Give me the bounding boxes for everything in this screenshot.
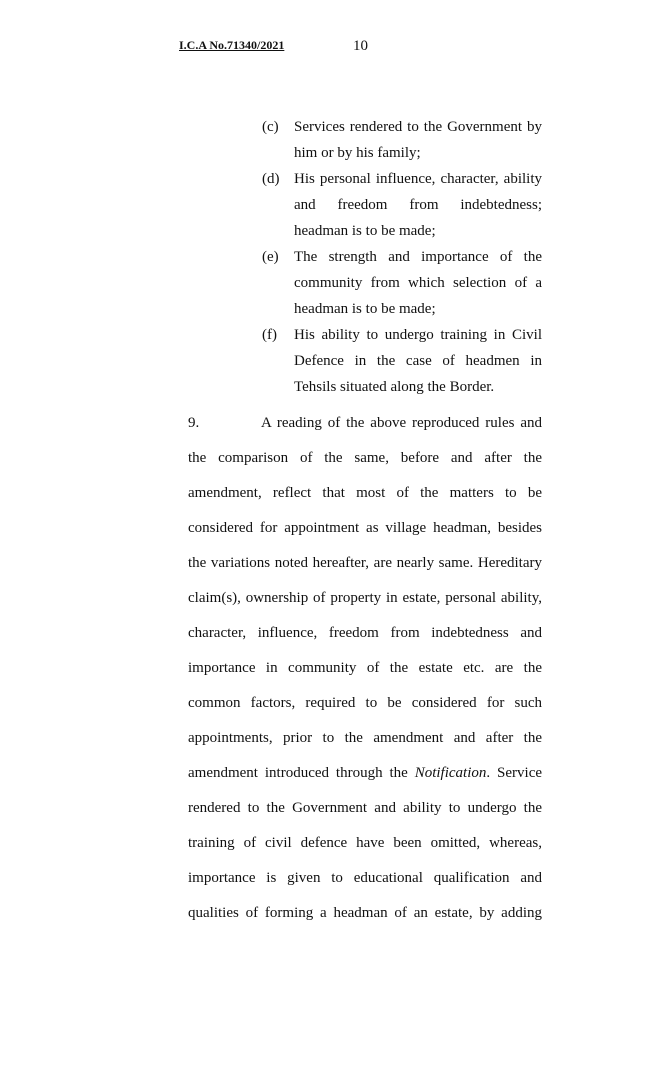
paragraph-line: the variations noted hereafter, are nearly same. Hereditary [188, 555, 542, 571]
page-number: 10 [353, 38, 368, 54]
paragraph-9 [188, 406, 542, 931]
list-item-text: His ability to undergo training in Civil Defence in the case of headmen in Tehsils situated along the Border. [294, 327, 542, 395]
paragraph-first-line: A reading of the above reproduced rules and [261, 415, 542, 431]
paragraph-line: importance in community of the estate etc. are the [188, 660, 542, 676]
paragraph-line: qualities of forming a headman of an estate, by adding [188, 905, 542, 921]
notification-term: Notification [414, 765, 487, 781]
paragraph-line [188, 756, 542, 791]
list-item-label: (d) [262, 171, 280, 187]
list-item-label: (c) [262, 119, 279, 135]
paragraph-line: appointments, prior to the amendment and after the [188, 730, 542, 746]
list-item-text: The strength and importance of the community from which selection of a headman is to be made; [294, 249, 542, 317]
paragraph-text: . Service [486, 765, 542, 781]
paragraph-text: amendment introduced through the [188, 765, 408, 781]
list-item-d [262, 166, 542, 244]
list-item-text: Services rendered to the Government by him or by his family; [294, 119, 542, 161]
list-item-e [262, 244, 542, 322]
paragraph-line [188, 406, 542, 441]
case-number: I.C.A No.71340/2021 [179, 38, 285, 52]
list-item-label: (f) [262, 327, 277, 343]
paragraph-number: 9. [188, 415, 200, 431]
paragraph-line: training of civil defence have been omitted, whereas, [188, 835, 542, 851]
paragraph-line: considered for appointment as village headman, besides [188, 520, 542, 536]
paragraph-line: common factors, required to be considered for such [188, 695, 542, 711]
list-item-text: His personal influence, character, ability and freedom from indebtedness; headman is to be made; [294, 171, 542, 239]
paragraph-line: the comparison of the same, before and after the [188, 450, 542, 466]
paragraph-line: amendment, reflect that most of the matters to be [188, 485, 542, 501]
list-item-label: (e) [262, 249, 279, 265]
paragraph-line: importance is given to educational qualification and [188, 870, 542, 886]
list-item-c [262, 114, 542, 166]
list-item-f [262, 322, 542, 400]
paragraph-line: character, influence, freedom from indebtedness and [188, 625, 542, 641]
paragraph-line: rendered to the Government and ability to undergo the [188, 800, 542, 816]
paragraph-line: claim(s), ownership of property in estate, personal ability, [188, 590, 542, 606]
